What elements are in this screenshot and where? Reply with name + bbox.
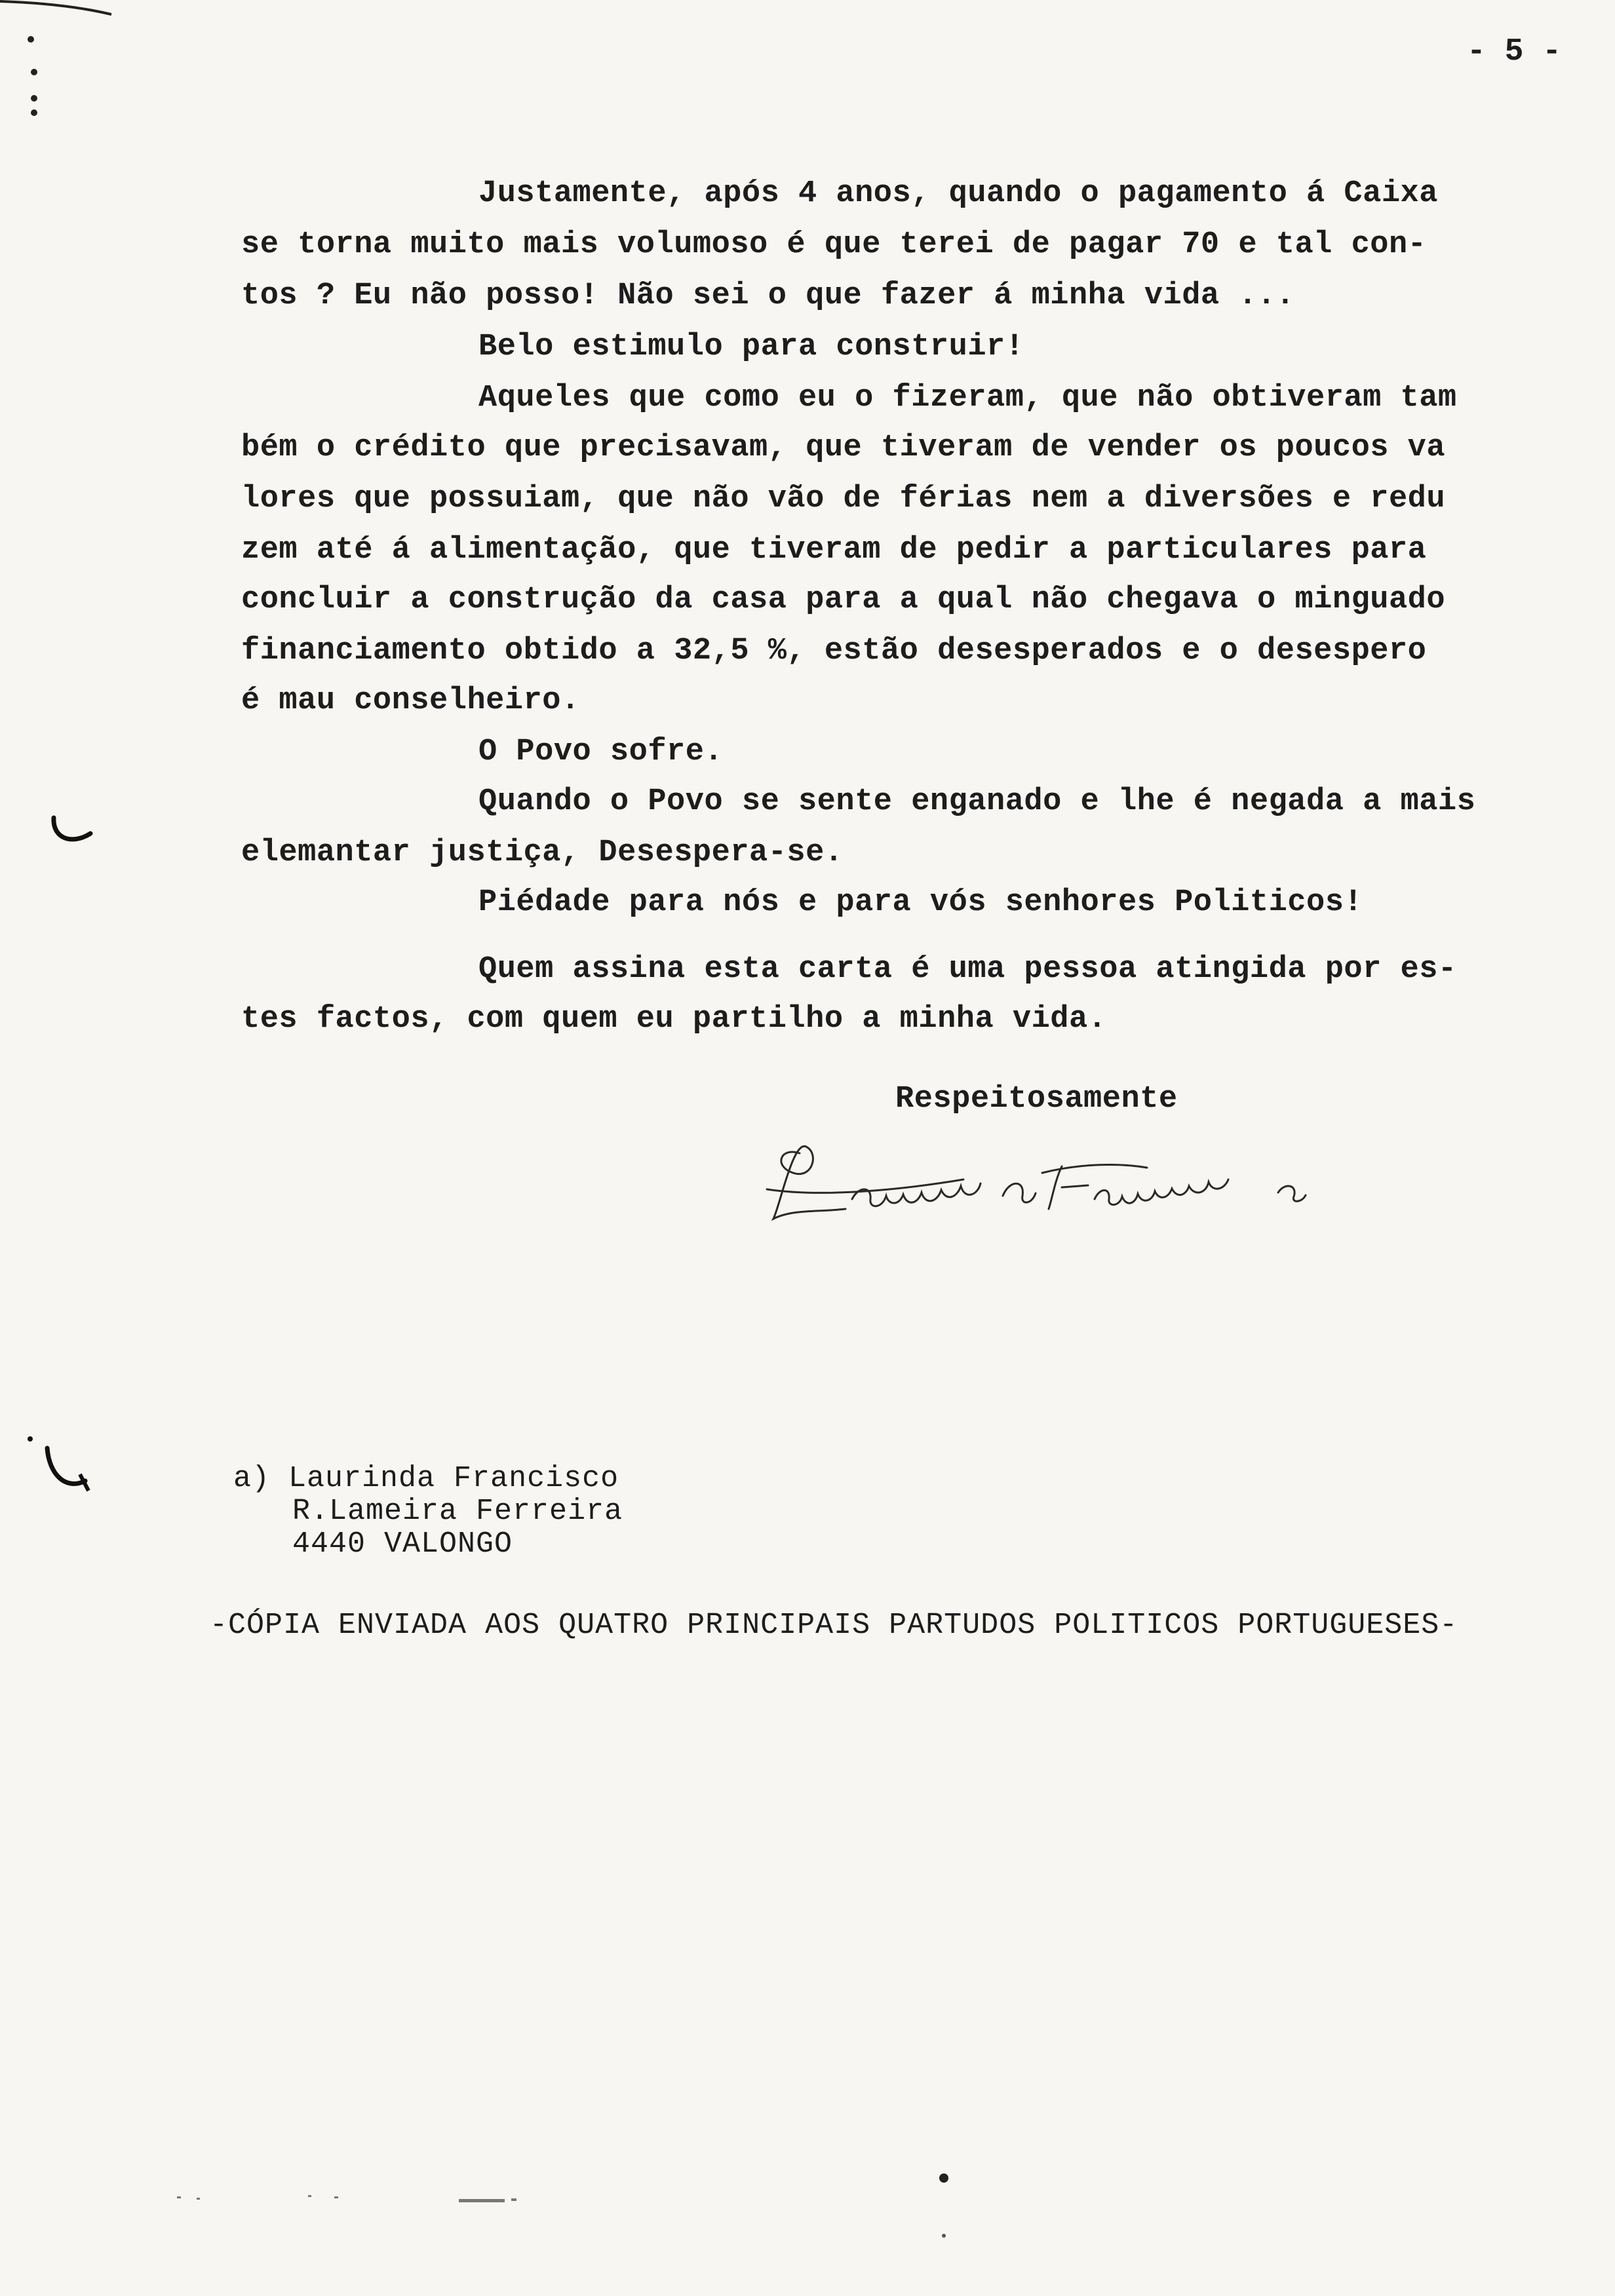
body-line: se torna muito mais volumoso é que terei de pagar 70 e tal con- [241, 227, 1427, 262]
body-line: zem até á alimentação, que tiveram de pedir a particulares para [241, 533, 1427, 567]
handwritten-signature [754, 1127, 1376, 1232]
body-line: Aqueles que como eu o fizeram, que não obtiveram tam [478, 381, 1457, 415]
body-line: Piédade para nós e para vós senhores Politicos! [478, 885, 1363, 920]
body-line: Quem assina esta carta é uma pessoa atingida por es- [478, 952, 1457, 987]
body-line: é mau conselheiro. [241, 683, 580, 718]
body-line: bém o crédito que precisavam, que tiveram de vender os poucos va [241, 430, 1446, 465]
body-line: concluir a construção da casa para a qual não chegava o minguado [241, 583, 1446, 617]
copy-note: -CÓPIA ENVIADA AOS QUATRO PRINCIPAIS PARTUDOS POLITICOS PORTUGUESES- [210, 1609, 1458, 1642]
body-line: O Povo sofre. [478, 735, 724, 769]
body-line: tos ? Eu não posso! Não sei o que fazer á minha vida ... [241, 278, 1295, 313]
scan-dot-mark [931, 2162, 957, 2254]
page-number: - 5 - [1467, 34, 1562, 69]
body-line: tes factos, com quem eu partilho a minha vida. [241, 1002, 1107, 1037]
address-street: R.Lameira Ferreira [292, 1495, 623, 1528]
body-line: financiamento obtido a 32,5 %, estão desesperados e o desespero [241, 634, 1427, 668]
closing: Respeitosamente [895, 1082, 1178, 1117]
punch-mark [20, 1428, 98, 1507]
scan-noise-mark [170, 2189, 564, 2215]
address-city: 4440 VALONGO [292, 1527, 513, 1561]
address-name: a) Laurinda Francisco [233, 1462, 619, 1495]
punch-mark [46, 813, 98, 852]
scan-artifact-mark [0, 0, 131, 131]
body-line: Belo estimulo para construir! [478, 330, 1024, 364]
body-line: Quando o Povo se sente enganado e lhe é negada a mais [478, 784, 1476, 819]
body-line: lores que possuiam, que não vão de férias nem a diversões e redu [241, 482, 1446, 516]
body-line: Justamente, após 4 anos, quando o pagamento á Caixa [478, 176, 1438, 211]
body-line: elemantar justiça, Desespera-se. [241, 835, 844, 870]
